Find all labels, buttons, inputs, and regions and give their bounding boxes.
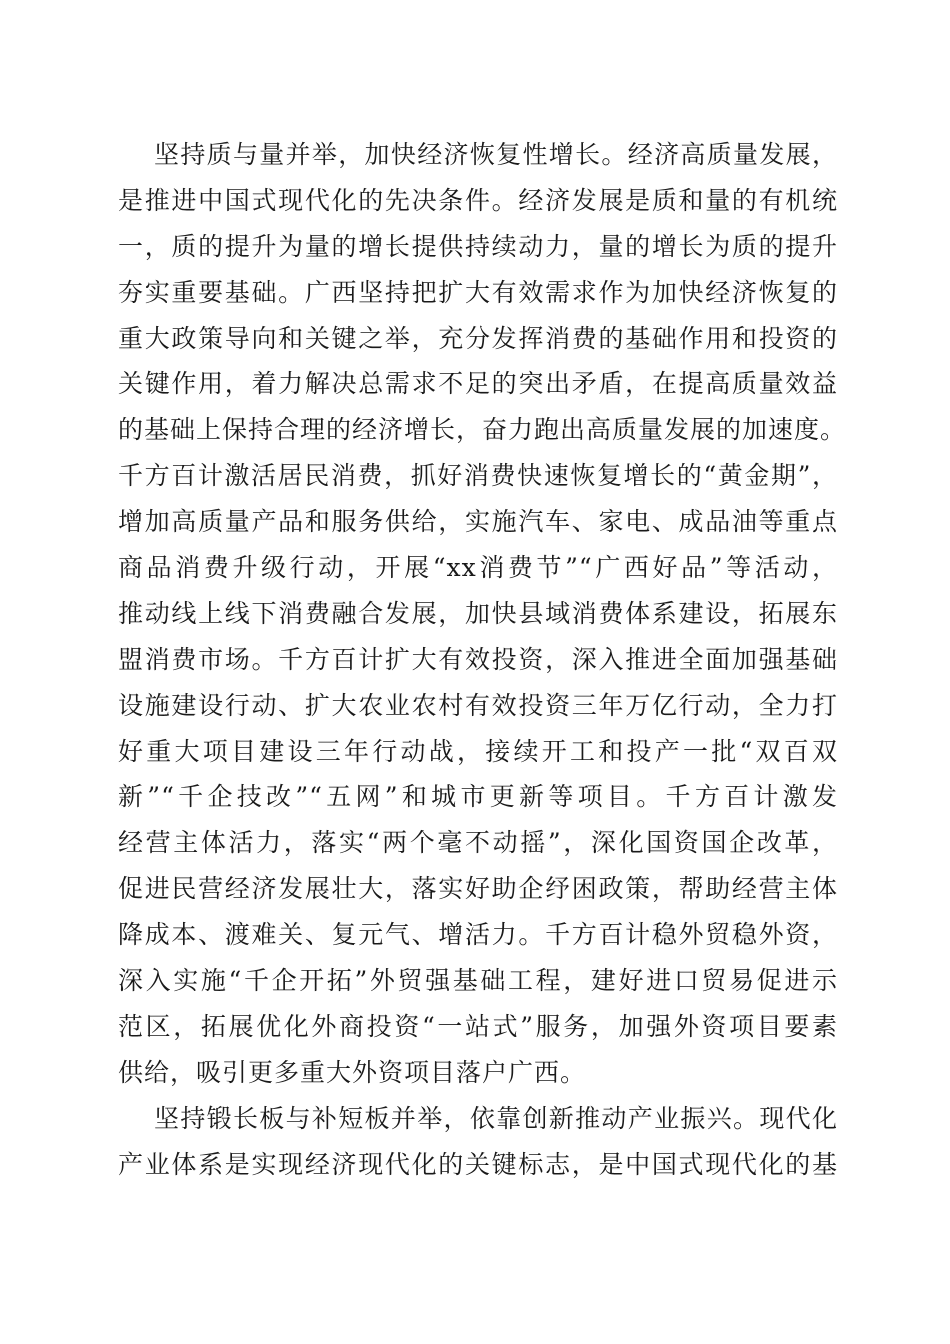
paragraph-1-line: 千方百计激活居民消费，抓好消费快速恢复增长的“黄金期”， (118, 461, 838, 491)
paragraph-1-line: 好重大项目建设三年行动战，接续开工和投产一批“双百双 (118, 736, 838, 766)
paragraph-2-line: 坚持锻长板与补短板并举，依靠创新推动产业振兴。现代化 (154, 1103, 838, 1133)
document-body (118, 132, 847, 1187)
paragraph-1-line: 的基础上保持合理的经济增长，奋力跑出高质量发展的加速度。 (118, 415, 847, 445)
paragraph-1-line: 设施建设行动、扩大农业农村有效投资三年万亿行动，全力打 (118, 690, 838, 720)
paragraph-1-line: 重大政策导向和关键之举，充分发挥消费的基础作用和投资的 (118, 323, 838, 353)
paragraph-1-line: 关键作用，着力解决总需求不足的突出矛盾，在提高质量效益 (118, 369, 838, 399)
paragraph-1-line: 新”“千企技改”“五网”和城市更新等项目。千方百计激发 (118, 782, 838, 812)
paragraph-1-line: 范区，拓展优化外商投资“一站式”服务，加强外资项目要素 (118, 1011, 838, 1041)
paragraph-1-line: 降成本、渡难关、复元气、增活力。千方百计稳外贸稳外资， (118, 920, 838, 950)
paragraph-1-line: 经营主体活力，落实“两个毫不动摇”，深化国资国企改革， (118, 828, 838, 858)
paragraph-1-line: 推动线上线下消费融合发展，加快县域消费体系建设，拓展东 (118, 598, 838, 628)
paragraph-1-line: 深入实施“千企开拓”外贸强基础工程，建好进口贸易促进示 (118, 966, 838, 996)
paragraph-1-line: 是推进中国式现代化的先决条件。经济发展是质和量的有机统 (118, 185, 838, 215)
paragraph-1-line: 夯实重要基础。广西坚持把扩大有效需求作为加快经济恢复的 (118, 277, 838, 307)
paragraph-1-line: 供给，吸引更多重大外资项目落户广西。 (118, 1057, 587, 1087)
paragraph-1-line: 商品消费升级行动，开展“xx消费节”“广西好品”等活动， (118, 553, 838, 583)
paragraph-1-line: 坚持质与量并举，加快经济恢复性增长。经济高质量发展， (154, 140, 838, 169)
paragraph-1-line: 促进民营经济发展壮大，落实好助企纾困政策，帮助经营主体 (118, 874, 838, 904)
paragraph-1-line: 一，质的提升为量的增长提供持续动力，量的增长为质的提升 (118, 231, 838, 261)
paragraph-1-line: 增加高质量产品和服务供给，实施汽车、家电、成品油等重点 (118, 507, 838, 537)
paragraph-1-line: 盟消费市场。千方百计扩大有效投资，深入推进全面加强基础 (118, 644, 838, 674)
paragraph-2-line: 产业体系是实现经济现代化的关键标志，是中国式现代化的基 (118, 1149, 838, 1179)
